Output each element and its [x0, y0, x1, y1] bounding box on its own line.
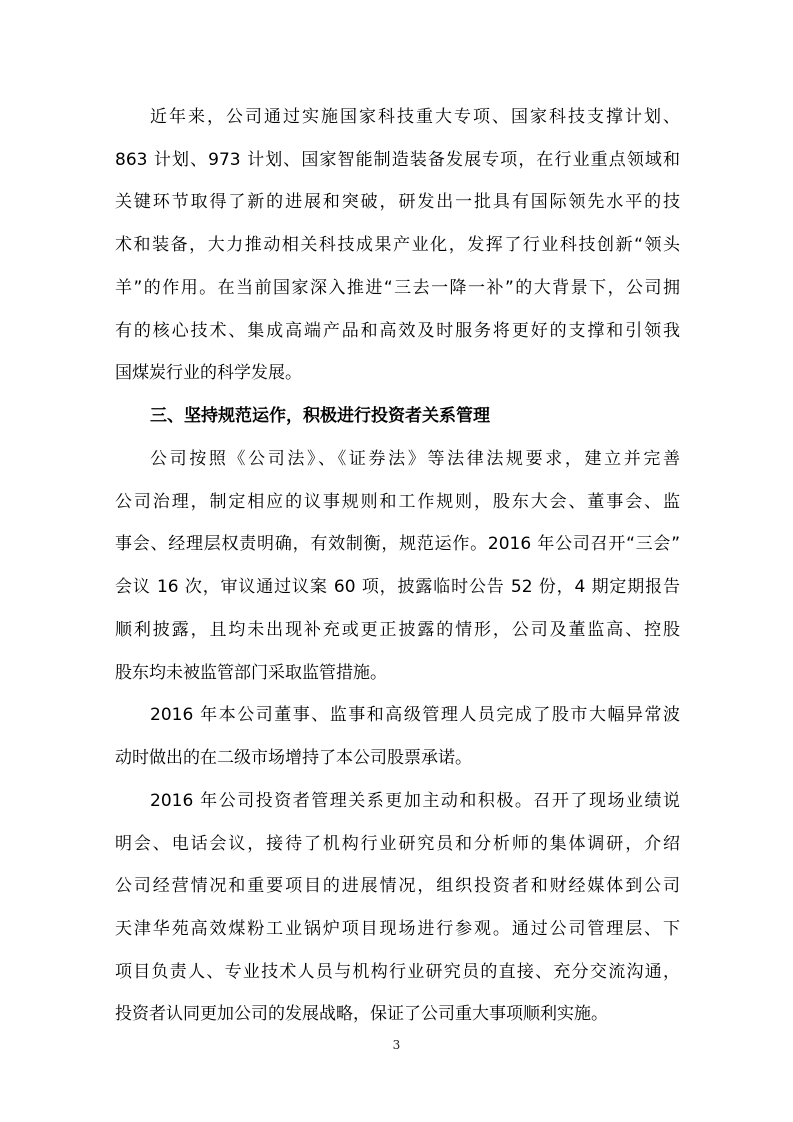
- text-line: 863 计划、973 计划、国家智能制造装备发展专项，在行业重点领域和: [115, 150, 680, 170]
- text-line: 术和装备，大力推动相关科技成果产业化，发挥了行业科技创新“领头: [115, 235, 680, 255]
- text-line: 动时做出的在二级市场增持了本公司股票承诺。: [115, 748, 472, 768]
- text-line: 关键环节取得了新的进展和突破，研发出一批具有国际领先水平的技: [115, 192, 680, 212]
- paragraph-4-line-6: [0, 994, 793, 1034]
- text-line: 羊”的作用。在当前国家深入推进“三去一降一补”的大背景下，公司拥: [115, 278, 680, 298]
- paragraph-2-line-4: [0, 567, 793, 607]
- section-heading: [0, 396, 793, 436]
- paragraph-1-line-2: [0, 140, 793, 180]
- paragraph-2-line-2: [0, 482, 793, 522]
- paragraph-2-line-3: [0, 524, 793, 564]
- section-heading-text: 三、坚持规范运作，积极进行投资者关系管理: [150, 406, 490, 426]
- text-line: 有的核心技术、集成高端产品和高效及时服务将更好的支撑和引领我: [115, 321, 680, 341]
- paragraph-2-line-6: [0, 653, 793, 693]
- text-line: 2016 年本公司董事、监事和高级管理人员完成了股市大幅异常波: [150, 705, 680, 725]
- text-line: 项目负责人、专业技术人员与机构行业研究员的直接、充分交流沟通，: [115, 962, 680, 982]
- paragraph-4-line-4: [0, 909, 793, 949]
- paragraph-1-line-1: [0, 97, 793, 137]
- text-line: 会议 16 次，审议通过议案 60 项，披露临时公告 52 份，4 期定期报告: [115, 577, 680, 597]
- paragraph-1-line-7: [0, 353, 793, 393]
- text-line: 股东均未被监管部门采取监管措施。: [115, 663, 387, 683]
- paragraph-1-line-5: [0, 268, 793, 308]
- text-line: 顺利披露，且均未出现补充或更正披露的情形，公司及董监高、控股: [115, 620, 680, 640]
- text-line: 公司经营情况和重要项目的进展情况，组织投资者和财经媒体到公司: [115, 876, 680, 896]
- text-line: 公司治理，制定相应的议事规则和工作规则，股东大会、董事会、监: [115, 492, 680, 512]
- text-line: 公司按照《公司法》、《证券法》等法律法规要求，建立并完善: [150, 449, 680, 469]
- text-line: 明会、电话会议，接待了机构行业研究员和分析师的集体调研，介绍: [115, 834, 680, 854]
- paragraph-2-line-5: [0, 610, 793, 650]
- paragraph-4-line-3: [0, 866, 793, 906]
- page-number: 3: [392, 1038, 401, 1052]
- paragraph-1-line-6: [0, 311, 793, 351]
- paragraph-4-line-1: [0, 781, 793, 821]
- paragraph-2-line-1: [0, 439, 793, 479]
- text-line: 近年来，公司通过实施国家科技重大专项、国家科技支撑计划、: [150, 107, 680, 127]
- paragraph-1-line-4: [0, 225, 793, 265]
- paragraph-4-line-5: [0, 952, 793, 992]
- text-line: 2016 年公司投资者管理关系更加主动和积极。召开了现场业绩说: [150, 791, 680, 811]
- text-line: 国煤炭行业的科学发展。: [115, 363, 302, 383]
- text-line: 事会、经理层权责明确，有效制衡，规范运作。2016 年公司召开“三会”: [115, 534, 680, 554]
- paragraph-3-line-2: [0, 738, 793, 778]
- paragraph-3-line-1: [0, 695, 793, 735]
- paragraph-1-line-3: [0, 182, 793, 222]
- paragraph-4-line-2: [0, 824, 793, 864]
- text-line: 天津华苑高效煤粉工业锅炉项目现场进行参观。通过公司管理层、下: [115, 919, 680, 939]
- text-line: 投资者认同更加公司的发展战略，保证了公司重大事项顺利实施。: [115, 1004, 608, 1024]
